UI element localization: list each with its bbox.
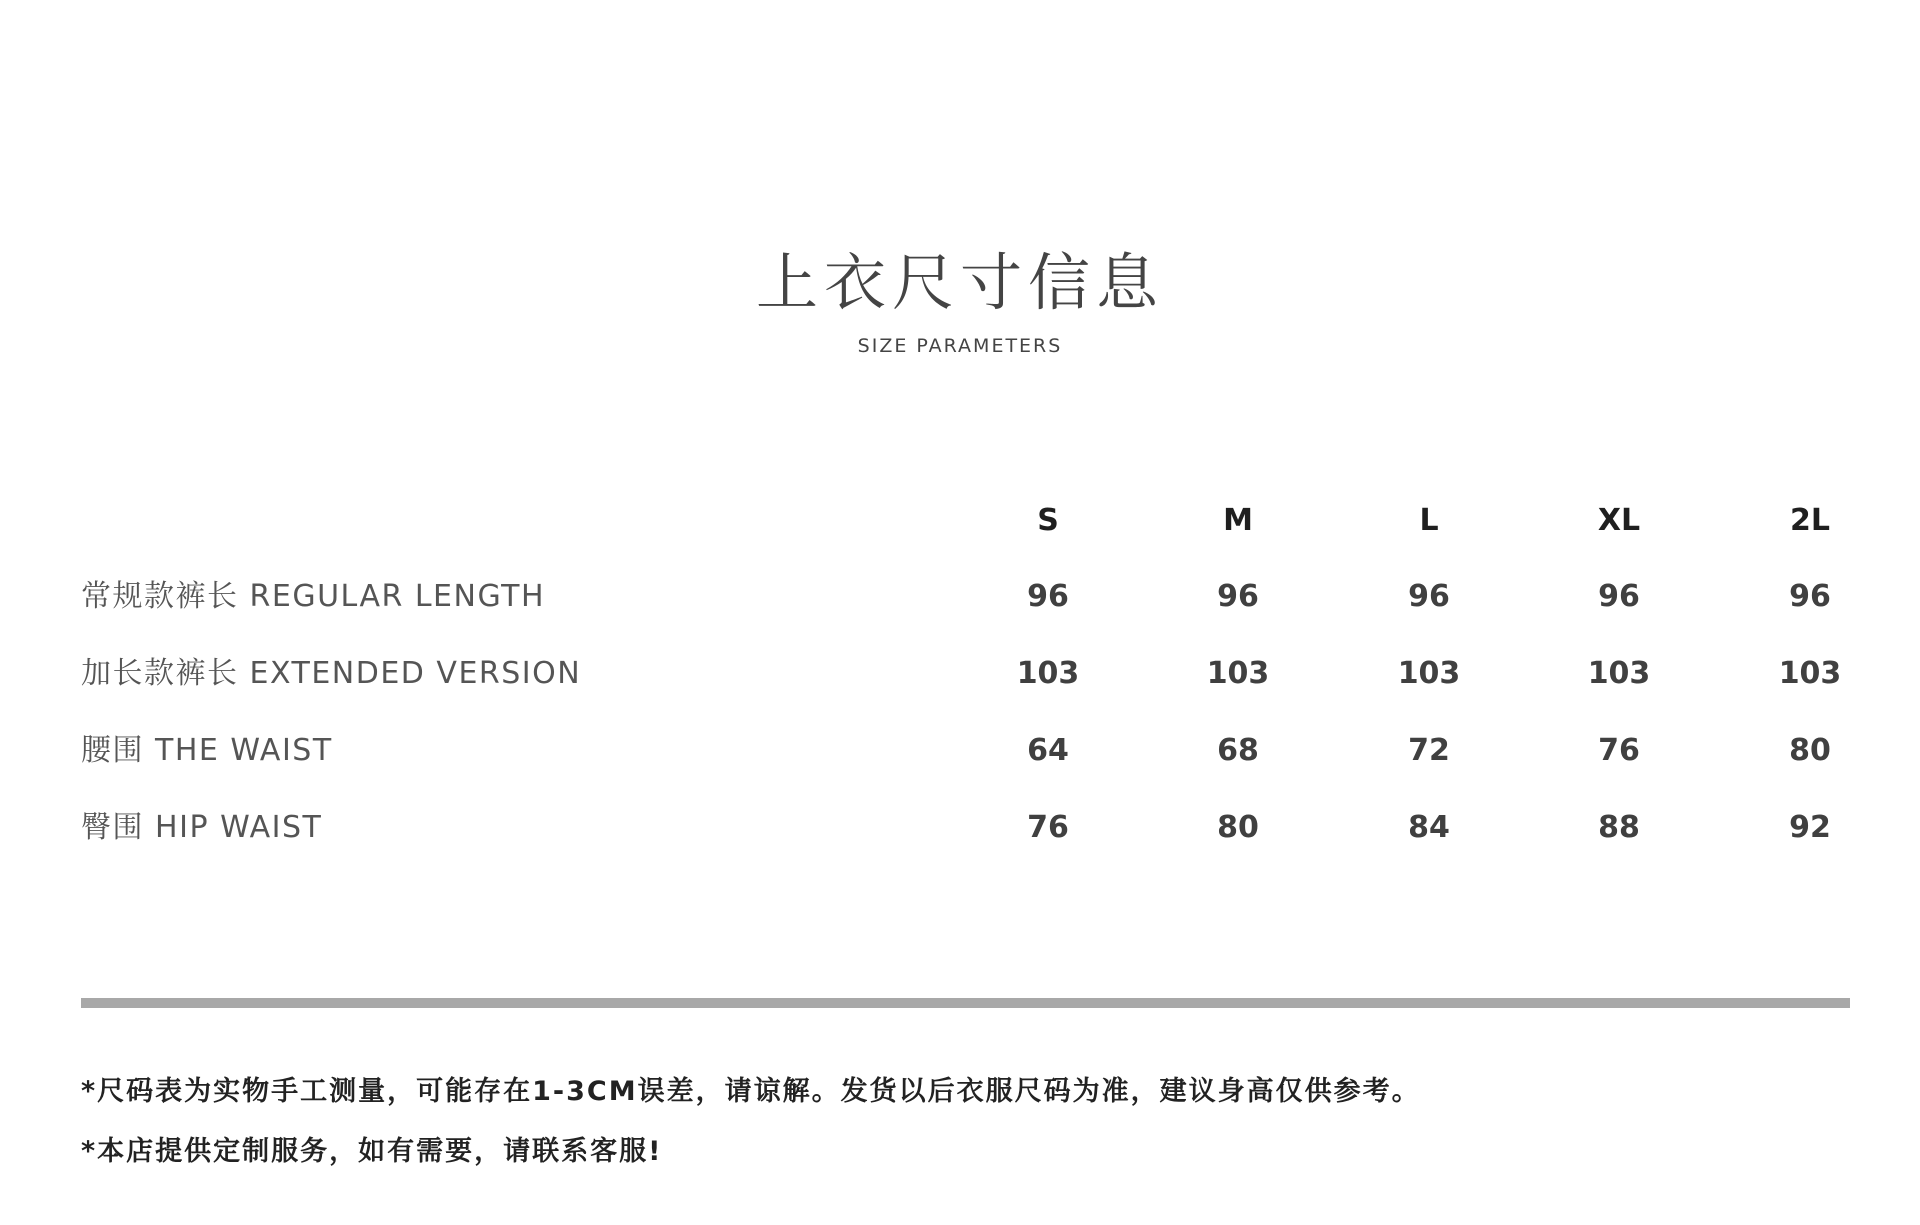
table-cell: 96: [1027, 579, 1069, 614]
measurement-note: *尺码表为实物手工测量，可能存在1-3CM误差，请谅解。发货以后衣服尺码为准，建议身高仅供参考。: [81, 1076, 1421, 1107]
size-header-l: L: [1419, 503, 1439, 538]
table-cell: 103: [1587, 656, 1651, 691]
custom-service-note: *本店提供定制服务，如有需要，请联系客服!: [81, 1136, 663, 1167]
size-header-m: M: [1223, 503, 1253, 538]
table-cell: 76: [1598, 733, 1640, 768]
size-header-2l: 2L: [1790, 503, 1830, 538]
page-title: 上衣尺寸信息: [755, 246, 1164, 319]
table-cell: 84: [1408, 810, 1450, 845]
table-cell: 72: [1408, 733, 1450, 768]
table-cell: 80: [1789, 733, 1831, 768]
table-cell: 64: [1027, 733, 1069, 768]
size-header-xl: XL: [1597, 503, 1641, 538]
table-cell: 103: [1397, 656, 1461, 691]
table-cell: 103: [1206, 656, 1270, 691]
table-cell: 96: [1217, 579, 1259, 614]
row-label-regular-length: 常规款裤长 REGULAR LENGTH: [81, 579, 546, 614]
row-label-hip: 臀围 HIP WAIST: [81, 810, 323, 845]
table-cell: 96: [1408, 579, 1450, 614]
table-cell: 80: [1217, 810, 1259, 845]
table-cell: 96: [1598, 579, 1640, 614]
table-cell: 68: [1217, 733, 1259, 768]
size-header-s: S: [1037, 503, 1059, 538]
page-subtitle: SIZE PARAMETERS: [857, 335, 1063, 357]
table-cell: 103: [1016, 656, 1080, 691]
table-cell: 88: [1598, 810, 1640, 845]
section-divider: [81, 998, 1850, 1008]
table-cell: 92: [1789, 810, 1831, 845]
table-cell: 103: [1778, 656, 1842, 691]
row-label-waist: 腰围 THE WAIST: [81, 733, 333, 768]
table-cell: 76: [1027, 810, 1069, 845]
row-label-extended-version: 加长款裤长 EXTENDED VERSION: [81, 656, 582, 691]
table-cell: 96: [1789, 579, 1831, 614]
